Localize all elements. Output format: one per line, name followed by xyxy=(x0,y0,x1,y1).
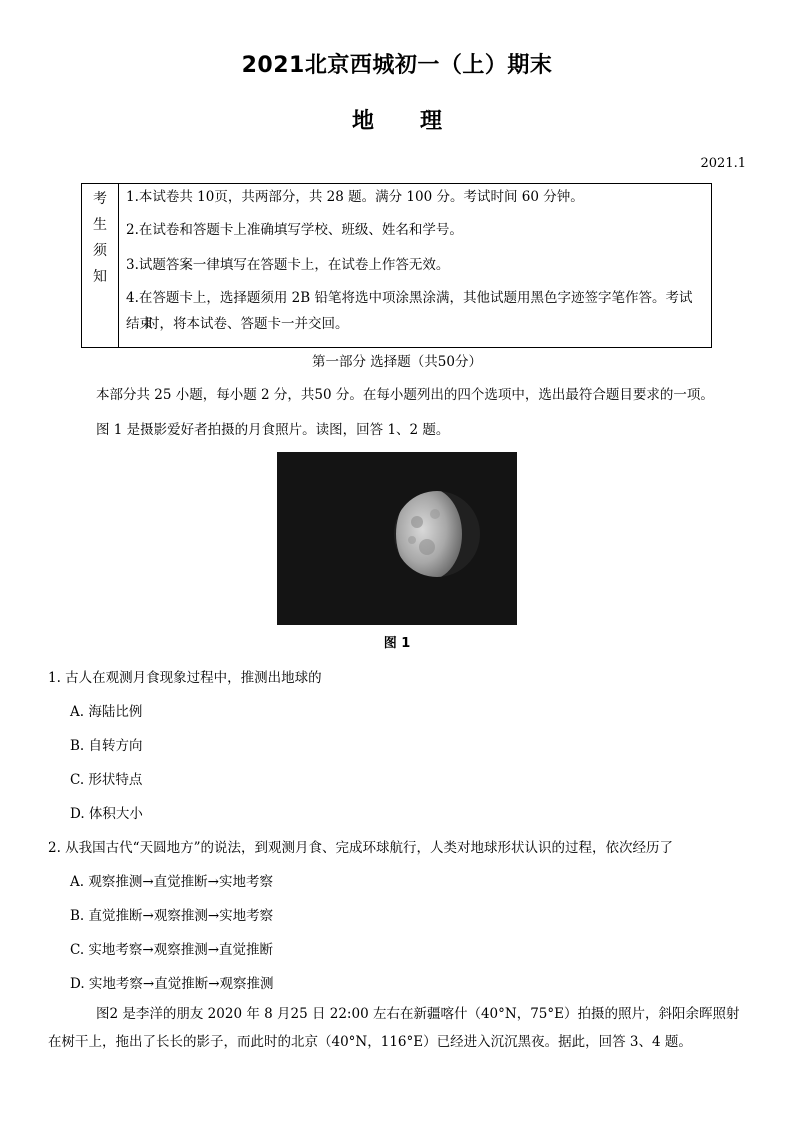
answer-option: C. 实地考察→观察推测→直觉推断 xyxy=(70,942,274,958)
subject-char-right: 理 xyxy=(420,109,443,134)
passage-figure2: 图2 是李洋的朋友 2020 年 8 月25 日 22:00 左右在新疆喀什（40°N，75°E）拍摄的照片，斜阳余晖照射在树干上，拖出了长长的影子，而此时的北京（40°N，116°E）已经进入沉沉黑夜。据此，回答 3、4 题。 xyxy=(48,1006,740,1050)
notice-side-char: 知 xyxy=(93,269,107,285)
notice-side-char: 考 xyxy=(93,191,107,207)
answer-option: A. 观察推测→直觉推断→实地考察 xyxy=(70,874,273,890)
answer-option: D. 体积大小 xyxy=(70,806,143,822)
answer-option: B. 自转方向 xyxy=(70,738,143,754)
part-heading: 第一部分 选择题（共50分） xyxy=(312,354,482,370)
notice-side-char: 生 xyxy=(93,217,107,233)
notice-item: 4.在答题卡上，选择题须用 2B 铅笔将选中项涂黑涂满，其他试题用黑色字迹签字笔作答。考试结束 xyxy=(126,290,693,332)
notice-item: 1.本试卷共 10页，共两部分，共 28 题。满分 100 分。考试时间 60 分钟。 xyxy=(126,189,584,205)
notice-item: 2.在试卷和答题卡上准确填写学校、班级、姓名和学号。 xyxy=(126,222,463,238)
answer-option: D. 实地考察→直觉推断→观察推测 xyxy=(70,976,274,992)
exam-notice-box xyxy=(81,183,712,348)
moon-illustration xyxy=(277,452,517,625)
figure-caption: 图 1 xyxy=(383,636,411,651)
notice-item-continued: 时，将本试卷、答题卡一并交回。 xyxy=(146,316,349,332)
subject-char-left: 地 xyxy=(351,109,374,134)
lunar-eclipse-photo xyxy=(277,452,517,625)
part-intro: 本部分共 25 小题，每小题 2 分，共50 分。在每小题列出的四个选项中，选出最符合题目要求的一项。 xyxy=(96,387,714,403)
notice-side-label xyxy=(82,184,119,347)
document-title: 2021北京西城初一（上）期末 xyxy=(241,53,553,78)
answer-option: C. 形状特点 xyxy=(70,772,143,788)
answer-option: A. 海陆比例 xyxy=(70,704,143,720)
answer-option: B. 直觉推断→观察推测→实地考察 xyxy=(70,908,274,924)
notice-item: 3.试题答案一律填写在答题卡上，在试卷上作答无效。 xyxy=(126,257,450,273)
question-stem: 2. 从我国古代“天圆地方”的说法，到观测月食、完成环球航行，人类对地球形状认识的过程，依次经历了 xyxy=(48,840,673,856)
figure-intro: 图 1 是摄影爱好者拍摄的月食照片。读图，回答 1、2 题。 xyxy=(96,422,450,438)
notice-side-char: 须 xyxy=(93,243,107,259)
exam-date: 2021.1 xyxy=(700,156,746,171)
subject-title xyxy=(0,104,794,135)
question-stem: 1. 古人在观测月食现象过程中，推测出地球的 xyxy=(48,670,322,686)
